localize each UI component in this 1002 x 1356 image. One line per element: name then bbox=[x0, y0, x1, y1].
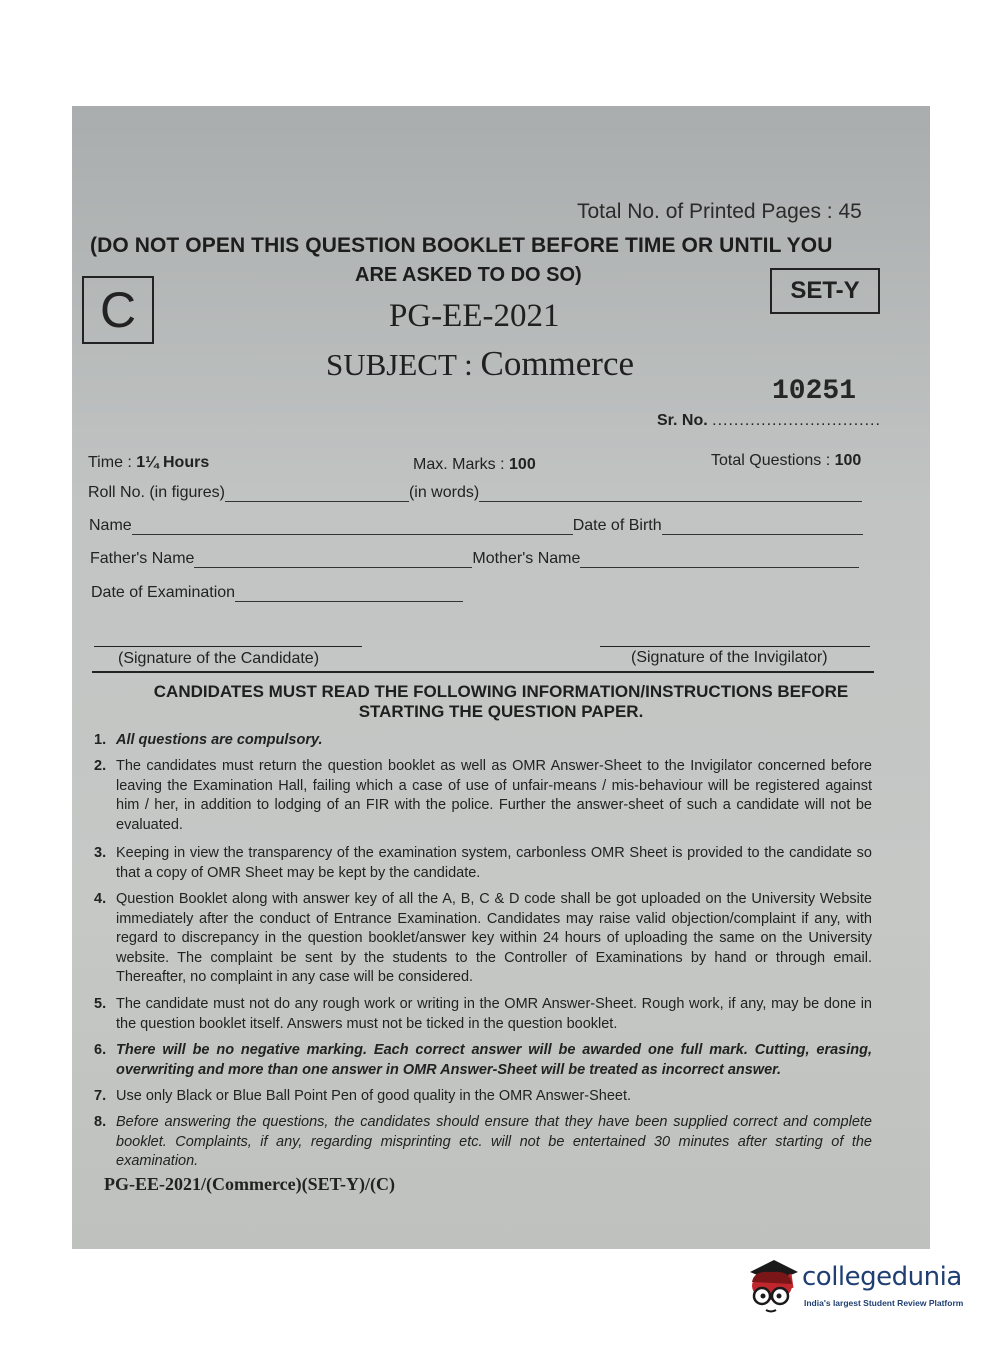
brand-tagline: India's largest Student Review Platform bbox=[804, 1298, 964, 1308]
instruction-text: Keeping in view the transparency of the examination system, carbonless OMR Sheet is provided to the candidate so that a copy of OMR Sheet may be kept by the candidate. bbox=[116, 845, 872, 881]
warning-line-2: ARE ASKED TO DO SO) bbox=[355, 264, 582, 286]
sr-no-label: Sr. No. bbox=[657, 412, 708, 429]
subject-name: Commerce bbox=[480, 344, 635, 383]
instructions-heading-line-2: STARTING THE QUESTION PAPER. bbox=[358, 702, 644, 721]
roll-no-figures-label: Roll No. (in figures) bbox=[88, 484, 225, 501]
max-marks-label: Max. Marks : bbox=[413, 456, 510, 473]
instruction-item bbox=[94, 1087, 872, 1107]
booklet-footer-code: PG-EE-2021/(Commerce)(SET-Y)/(C) bbox=[104, 1174, 395, 1194]
exam-date-line[interactable] bbox=[235, 587, 463, 602]
instruction-text: The candidates must return the question booklet as well as OMR Answer-Sheet to the Invigilator concerned before leaving the Examination Hall, failing which a case of use of unfair-means / mis-behaviour will be registered against him / her, in addition to lodging of an FIR with the police. Further the answer-sheet of such a candidate will not be evaluated. bbox=[116, 758, 872, 833]
dob-line[interactable] bbox=[662, 520, 863, 535]
sr-no-dots: ............................... bbox=[712, 412, 881, 429]
instruction-item bbox=[94, 1041, 872, 1080]
roll-no-figures-field[interactable] bbox=[88, 484, 862, 502]
instruction-text: There will be no negative marking. Each correct answer will be awarded one full mark. Cutting, erasing, overwriting and more than one answer in OMR Answer-Sheet will be treated as incorrect answer. bbox=[116, 1042, 872, 1078]
mascot-icon bbox=[744, 1252, 802, 1318]
max-marks-info bbox=[413, 456, 536, 474]
instruction-item bbox=[94, 890, 872, 988]
brand-name: collegedunia bbox=[802, 1262, 962, 1292]
dob-label: Date of Birth bbox=[572, 517, 662, 534]
invigilator-signature-line[interactable] bbox=[600, 646, 870, 647]
instruction-text: Before answering the questions, the candidates should ensure that they have been supplied correct and complete booklet. Complaints, if any, regarding misprinting etc. will not be entertained 30 minutes after starting of the examination. bbox=[116, 1114, 872, 1169]
instruction-number: 5. bbox=[94, 996, 107, 1012]
total-questions-value: 100 bbox=[834, 452, 862, 469]
invigilator-signature-label: (Signature of the Invigilator) bbox=[631, 649, 828, 666]
booklet-code-box bbox=[82, 276, 154, 344]
set-label: SET-Y bbox=[790, 277, 860, 304]
total-questions-info bbox=[711, 452, 861, 470]
exam-date-label: Date of Examination bbox=[91, 584, 236, 601]
time-value: 1¼ Hours bbox=[136, 454, 210, 471]
candidate-signature-label: (Signature of the Candidate) bbox=[118, 650, 320, 667]
instruction-text: Question Booklet along with answer key of all the A, B, C & D code shall be got uploaded on the University Website immediately after the conduct of Entrance Examination. Candidates may raise valid objection/complaint if any, with regard to discrepancy in the question booklet/answer key within 24 hours of uploading the same on the University website. The complaint be sent by the students to the Controller of Examinations by hand or through email. Thereafter, no complaint in any case will be considered. bbox=[116, 891, 872, 985]
serial-number: 10251 bbox=[772, 376, 857, 407]
exam-name: PG-EE-2021 bbox=[389, 298, 560, 334]
booklet-code: C bbox=[99, 282, 137, 338]
instruction-number: 1. bbox=[94, 732, 107, 748]
instruction-item bbox=[94, 1113, 872, 1172]
time-info bbox=[88, 454, 209, 472]
instructions-heading-line-1: CANDIDATES MUST READ THE FOLLOWING INFORMATION/INSTRUCTIONS BEFORE bbox=[153, 682, 849, 701]
parents-field[interactable] bbox=[90, 550, 859, 568]
father-name-line[interactable] bbox=[194, 553, 472, 568]
father-name-label: Father's Name bbox=[90, 550, 195, 567]
collegedunia-logo bbox=[744, 1252, 974, 1318]
roll-no-words-line[interactable] bbox=[479, 487, 862, 502]
instruction-item bbox=[94, 731, 872, 751]
instruction-text: All questions are compulsory. bbox=[116, 732, 323, 748]
max-marks-value: 100 bbox=[509, 456, 536, 473]
instruction-number: 3. bbox=[94, 845, 107, 861]
mother-name-label: Mother's Name bbox=[472, 550, 581, 567]
total-printed-pages: Total No. of Printed Pages : 45 bbox=[577, 200, 862, 223]
warning-line-1: (DO NOT OPEN THIS QUESTION BOOKLET BEFORE TIME OR UNTIL YOU bbox=[90, 234, 833, 257]
roll-no-words-label: (in words) bbox=[408, 484, 480, 501]
name-field[interactable] bbox=[89, 517, 863, 535]
instruction-number: 6. bbox=[94, 1042, 107, 1058]
instruction-item bbox=[94, 995, 872, 1034]
name-line[interactable] bbox=[132, 520, 573, 535]
subject-heading bbox=[326, 344, 634, 384]
instructions-heading bbox=[72, 682, 930, 722]
instruction-item bbox=[94, 844, 872, 883]
subject-prefix: SUBJECT : bbox=[326, 347, 481, 382]
instruction-item bbox=[94, 757, 872, 835]
candidate-signature-line[interactable] bbox=[94, 646, 362, 647]
instruction-number: 8. bbox=[94, 1114, 107, 1130]
question-booklet-cover bbox=[72, 106, 930, 1249]
roll-no-figures-line[interactable] bbox=[225, 487, 409, 502]
total-questions-label: Total Questions : bbox=[711, 452, 835, 469]
exam-date-field[interactable] bbox=[91, 584, 463, 602]
mother-name-line[interactable] bbox=[580, 553, 859, 568]
time-label: Time : bbox=[88, 454, 137, 471]
sr-no bbox=[657, 412, 881, 430]
instruction-number: 7. bbox=[94, 1088, 107, 1104]
instruction-number: 2. bbox=[94, 758, 107, 774]
name-label: Name bbox=[89, 517, 132, 534]
divider-rule bbox=[92, 671, 874, 673]
instruction-text: Use only Black or Blue Ball Point Pen of good quality in the OMR Answer-Sheet. bbox=[116, 1088, 632, 1104]
set-box bbox=[770, 268, 880, 314]
instruction-number: 4. bbox=[94, 891, 107, 907]
instruction-text: The candidate must not do any rough work or writing in the OMR Answer-Sheet. Rough work, if any, may be done in the question booklet itself. Answers must not be ticked in the question booklet. bbox=[116, 996, 872, 1032]
